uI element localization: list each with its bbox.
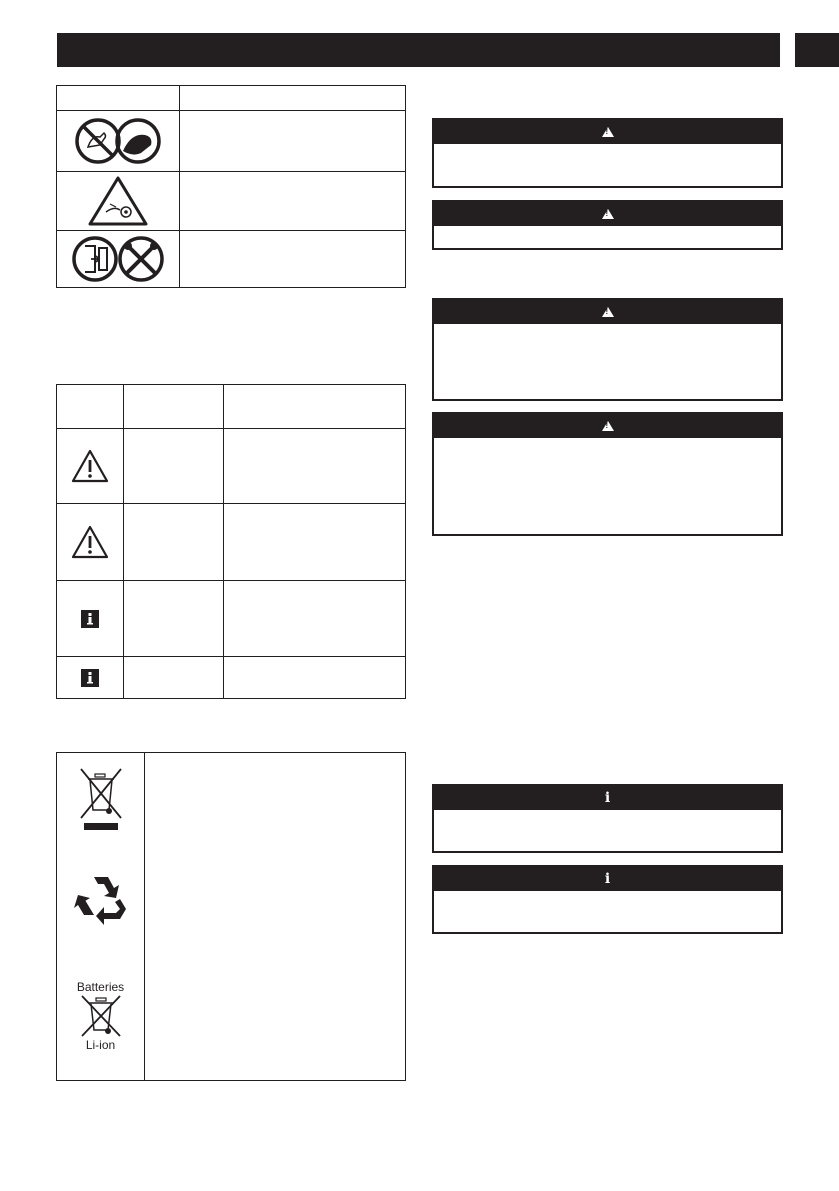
warning-triangle-icon	[602, 127, 614, 137]
warning-box-2	[432, 200, 783, 250]
warning-box-3	[432, 298, 783, 401]
info-icon	[81, 610, 99, 628]
recycling-table	[56, 752, 406, 1081]
info-icon: i	[604, 790, 611, 806]
symbol-table-1	[56, 85, 406, 288]
crossed-out-battery-bin-icon	[78, 994, 124, 1038]
info-box-2	[432, 865, 783, 934]
info-icon: i	[604, 871, 611, 887]
crossed-out-bin-icon	[78, 766, 124, 832]
warning-triangle-icon	[602, 209, 614, 219]
no-hands-near-blade-icon	[73, 115, 163, 167]
battery-label-top: Batteries	[76, 980, 125, 994]
symbol-table-2	[56, 384, 406, 699]
warning-box-4	[432, 412, 783, 536]
warning-triangle-icon	[602, 421, 614, 431]
battery-label-bottom: Li-ion	[85, 1038, 116, 1052]
warning-box-1	[432, 118, 783, 188]
warning-triangle-icon	[70, 448, 110, 484]
info-box-1	[432, 784, 783, 853]
remove-battery-before-maintenance-icon	[71, 234, 165, 284]
info-icon	[81, 669, 99, 687]
warning-triangle-icon	[70, 524, 110, 560]
page-header-bar	[57, 33, 780, 67]
page-tab-marker	[795, 33, 839, 67]
flying-debris-warning-icon	[86, 174, 150, 228]
recycle-arrows-icon	[74, 871, 128, 925]
warning-triangle-icon	[602, 307, 614, 317]
